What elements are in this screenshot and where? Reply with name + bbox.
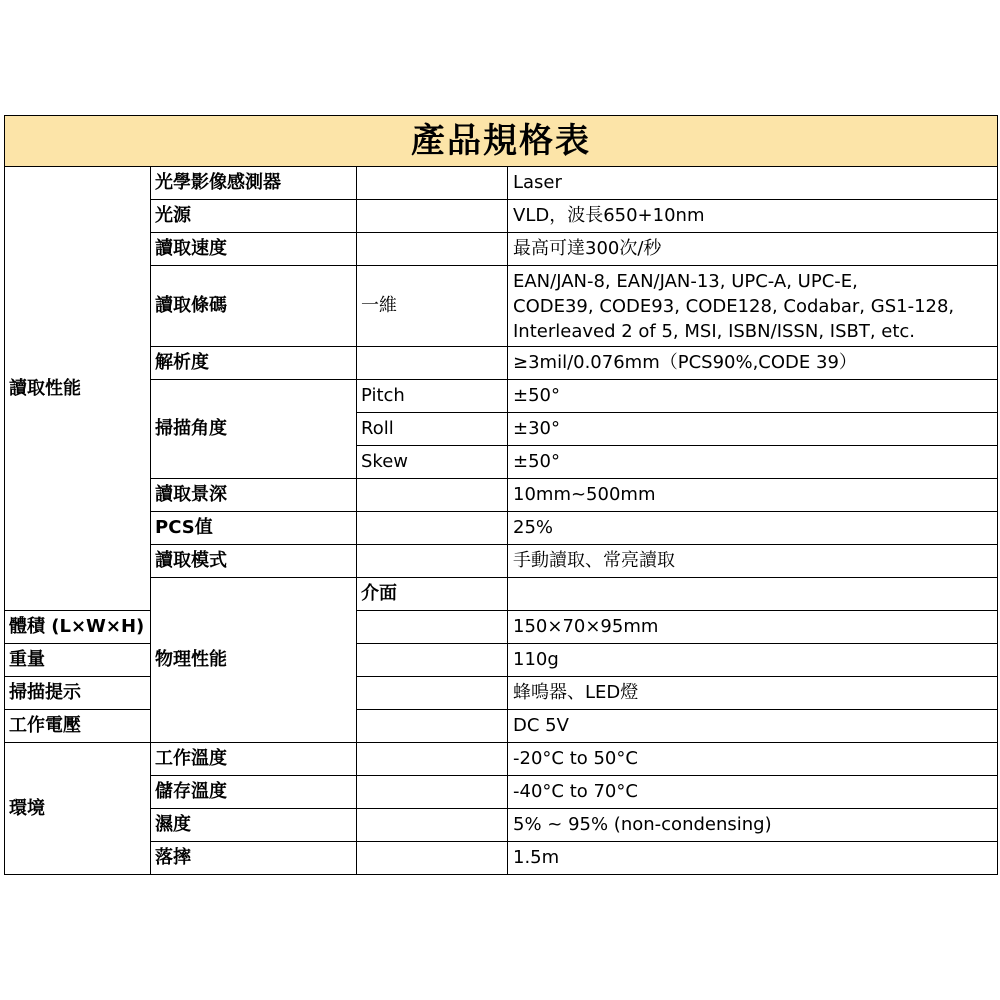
item-value: 25% [508,512,998,545]
item-sub: Skew [357,446,508,479]
item-sub: Roll [357,413,508,446]
title-row [5,116,998,167]
item-value: -40°C to 70°C [508,776,998,809]
item-label: 光學影像感測器 [151,167,357,200]
table-row [5,233,998,266]
table-row [5,347,998,380]
item-sub [357,200,508,233]
item-sub [357,167,508,200]
item-value: 150×70×95mm [508,611,998,644]
item-label: 光源 [151,200,357,233]
item-label: 讀取條碼 [151,266,357,347]
page-title: 產品規格表 [5,116,998,167]
item-value: ±50° [508,446,998,479]
table-row [5,842,998,875]
item-label: 讀取景深 [151,479,357,512]
item-label: 讀取模式 [151,545,357,578]
table-row [5,200,998,233]
category-physical: 物理性能 [151,578,357,743]
item-label: 解析度 [151,347,357,380]
item-value: ±50° [508,380,998,413]
item-sub [357,710,508,743]
item-sub: 一維 [357,266,508,347]
table-row [5,545,998,578]
item-label: 體積 (L×W×H) [5,611,151,644]
item-label: 濕度 [151,809,357,842]
item-sub [508,578,998,611]
item-value: DC 5V [508,710,998,743]
item-sub [357,842,508,875]
table-row [5,479,998,512]
item-value: 10mm~500mm [508,479,998,512]
item-value-multiline [508,266,998,347]
item-sub [357,776,508,809]
item-sub: Pitch [357,380,508,413]
table-row [5,167,998,200]
item-label: 掃描提示 [5,677,151,710]
item-value: 最高可達300次/秒 [508,233,998,266]
item-label: 讀取速度 [151,233,357,266]
spec-table [4,115,998,875]
category-environment: 環境 [5,743,151,875]
value-line: EAN/JAN-8, EAN/JAN-13, UPC-A, UPC-E, [513,270,858,292]
item-sub [357,809,508,842]
item-sub [357,347,508,380]
item-label: 落摔 [151,842,357,875]
item-label: PCS值 [151,512,357,545]
value-line: CODE39, CODE93, CODE128, Codabar, GS1-128, [513,295,955,317]
item-value: 手動讀取、常亮讀取 [508,545,998,578]
category-reading: 讀取性能 [5,167,151,611]
item-sub [357,677,508,710]
table-row [5,809,998,842]
item-value: ≥3mil/0.076mm（PCS90%,CODE 39） [508,347,998,380]
item-label: 重量 [5,644,151,677]
table-row [5,578,998,611]
item-sub [357,233,508,266]
table-row [5,776,998,809]
item-value: ±30° [508,413,998,446]
item-value: -20°C to 50°C [508,743,998,776]
item-value: 110g [508,644,998,677]
item-sub [357,479,508,512]
item-value: 1.5m [508,842,998,875]
item-label: 工作電壓 [5,710,151,743]
item-sub [357,611,508,644]
item-label: 介面 [357,578,508,611]
item-label: 掃描角度 [151,380,357,479]
item-value: 5% ~ 95% (non-condensing) [508,809,998,842]
table-row [5,380,998,413]
value-line: Interleaved 2 of 5, MSI, ISBN/ISSN, ISBT, etc. [513,320,916,342]
item-sub [357,743,508,776]
item-sub [357,545,508,578]
item-value: 蜂鳴器、LED燈 [508,677,998,710]
item-value: VLD，波長650+10nm [508,200,998,233]
table-row [5,512,998,545]
item-value: Laser [508,167,998,200]
table-row [5,266,998,347]
item-label: 儲存溫度 [151,776,357,809]
item-sub [357,512,508,545]
item-label: 工作溫度 [151,743,357,776]
item-sub [357,644,508,677]
table-row [5,743,998,776]
